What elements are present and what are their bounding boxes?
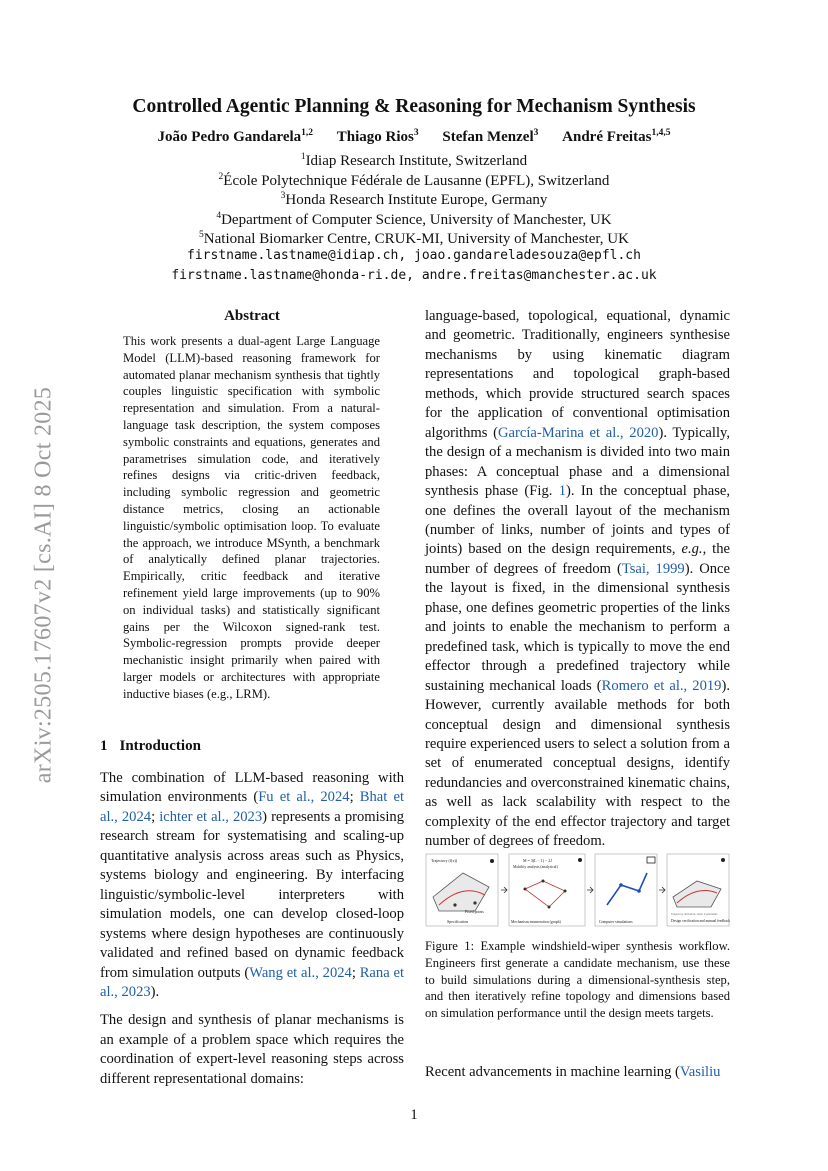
- svg-text:M = 3(L − 1) − 2J: M = 3(L − 1) − 2J: [523, 858, 552, 863]
- text-run: ). Typically, the design of a mechanism is divided into two main phases: A conceptual phase and a dimensional synthesis phase (Fig.: [425, 424, 731, 500]
- text-run: Recent advancements in machine learning (: [425, 1064, 680, 1080]
- right-column-body: [425, 307, 730, 852]
- citation-link[interactable]: Romero et al., 2019: [601, 677, 722, 694]
- text-run: ;: [151, 808, 160, 825]
- computer-icon: [647, 857, 655, 863]
- section-heading: [100, 738, 201, 755]
- figure-panel-simulation: [587, 854, 657, 926]
- author: André Freitas$^{1,4,5}$: [562, 128, 671, 145]
- abstract-heading: Abstract: [224, 308, 280, 324]
- text-run: ). However, currently available methods for both conceptual design and dimensional synthesis require experienced users to select a solution from a set of enumerated conceptual designs, identify redundancies and overconstrained kinematic chains, as well as lack scalability with respect to the complexity of the end effector trajectory and target number of degrees of freedom.: [425, 677, 730, 850]
- svg-text:Mobility analysis (analytical): Mobility analysis (analytical): [513, 865, 558, 869]
- paragraph: [425, 1063, 730, 1082]
- emphasis-text: e.g.: [681, 541, 703, 558]
- text-run: language-based, topological, equational, dynamic and geometric. Traditionally, engineers synthesise mechanisms by using kinematic diagram representations and topological graph-based methods, which provide structured search spaces for the application of conventional optimisation algorithms (: [425, 308, 730, 441]
- affiliation: $^2$École Polytechnique Fédérale de Lausanne (EPFL), Switzerland: [218, 172, 610, 189]
- svg-text:Mechanism enumeration (graph): Mechanism enumeration (graph): [511, 920, 561, 924]
- citation-link[interactable]: 1: [558, 483, 567, 500]
- svg-text:Fixed points: Fixed points: [465, 910, 484, 914]
- paragraph: [100, 769, 404, 1002]
- author-list: [100, 128, 728, 146]
- svg-text:Specification: Specification: [447, 919, 469, 924]
- citation-link[interactable]: Tsai, 1999: [621, 560, 685, 577]
- affiliation: $^1$Idiap Research Institute, Switzerland: [300, 152, 528, 169]
- figure-caption: Figure 1: Example windshield-wiper synthesis workflow. Engineers first generate a candidate mechanism, use these to build simulations during a dimensional-synthesis step, and then iteratively refine topology and dimensions based on simulation performance until the design meets targets.: [425, 939, 730, 1021]
- figure-label: Trajectory (f(x)): [431, 858, 458, 863]
- left-column-body: [100, 769, 404, 1089]
- person-icon: [721, 858, 725, 862]
- windshield-icon: [673, 881, 721, 907]
- figure-1-workflow: [425, 853, 731, 929]
- author: Thiago Rios$^3$: [336, 128, 419, 145]
- text-run: ;: [351, 964, 360, 981]
- section-number: 1: [100, 738, 108, 754]
- author: Stefan Menzel$^3$: [442, 128, 539, 145]
- paper-title: Controlled Agentic Planning & Reasoning for Mechanism Synthesis: [132, 96, 696, 117]
- author: João Pedro Gandarela$^{1,2}$: [157, 128, 314, 145]
- figure-panel-specification: [426, 854, 498, 926]
- svg-text:Trajectory deviation, static C: Trajectory deviation, static Constraints: [671, 912, 718, 916]
- graph-edges: [525, 881, 565, 907]
- person-icon: [490, 859, 494, 863]
- abstract-text: This work presents a dual-agent Large Language Model (LLM)-based reasoning framework for automated planar mechanism synthesis that tightly couples linguistic specification with symbolic representation and simulation. From a natural-language task description, the system composes symbolic constraints and equations, generates and parametrises simulation code, and iteratively refines designs via critic-driven feedback, including symbolic regression and geometric distance metrics, closing an actionable linguistic/symbolic optimisation loop. To evaluate the approach, we introduce MSynth, a benchmark of analytically defined planar trajectories. Empirically, critic feedback and iterative refinement yield large improvements (up to 90% on individual tasks) and statistically significant gains per the Wilcoxon signed-rank test. Symbolic-regression prompts provide deeper mechanistic insight primarily when paired with larger models or architectures with appropriate inductive biases (e.g., LRM).: [123, 334, 380, 701]
- affiliation: $^4$Department of Computer Science, University of Manchester, UK: [216, 211, 612, 228]
- citation-link[interactable]: ichter et al., 2023: [159, 808, 263, 825]
- text-run: ) represents a promising research stream for systematising and scaling-up quantitative analysis across areas such as Physics, systems biology and engineering. By interfacing linguistic/symbolic-level interpreters with simulation models, one can develop closed-loop systems where design hypotheses are continuously validated and refined based on dynamic feedback from simulation outputs (: [100, 808, 405, 981]
- citation-link[interactable]: Rana et al., 2023: [100, 964, 405, 1000]
- text-run: The design and synthesis of planar mechanisms is an example of a problem space which requires the coordination of expert-level reasoning steps across different representational domains:: [100, 1012, 404, 1087]
- figure-panel-mechanism: [501, 854, 585, 926]
- paragraph: [425, 307, 730, 852]
- citation-link[interactable]: Bhat et al., 2024: [100, 789, 404, 825]
- arxiv-identifier: [24, 350, 64, 820]
- section-title: Introduction: [119, 738, 201, 754]
- svg-text:Computer simulations: Computer simulations: [599, 920, 633, 924]
- affiliation: $^3$Honda Research Institute Europe, Germany: [280, 191, 548, 208]
- citation-link[interactable]: Fu et al., 2024: [258, 789, 350, 806]
- arxiv-identifier-text: arXiv:2505.17607v2 [cs.AI] 8 Oct 2025: [30, 386, 57, 784]
- person-icon: [578, 858, 582, 862]
- paragraph: [100, 1011, 404, 1089]
- text-run: The combination of LLM-based reasoning with simulation environments (: [100, 770, 404, 806]
- figure-panel-verification: [659, 854, 730, 926]
- email-line[interactable]: firstname.lastname@idiap.ch, joao.gandareladesouza@epfl.ch: [187, 248, 641, 263]
- text-run: , the number of degrees of freedom (: [425, 541, 730, 577]
- linkage-icon: [607, 873, 647, 905]
- text-run: ;: [349, 789, 360, 806]
- affiliation: $^5$National Biomarker Centre, CRUK-MI, University of Manchester, UK: [199, 230, 629, 247]
- page-number: 1: [410, 1107, 418, 1123]
- citation-link[interactable]: Wang et al., 2024: [249, 964, 352, 981]
- text-run: ).: [150, 983, 160, 1000]
- text-run: ). Once the layout is fixed, in the dimensional synthesis phase, one defines geometric properties of the links and joints to enable the mechanism to perform a predefined task, which is typically to move the end effector through a predefined trajectory while sustaining mechanical loads (: [425, 560, 731, 694]
- text-run: ). In the conceptual phase, one defines the overall layout of the mechanism (number of links, number of joints and types of joints) based on the design requirements,: [425, 483, 730, 558]
- email-line[interactable]: firstname.lastname@honda-ri.de, andre.freitas@manchester.ac.uk: [171, 268, 657, 283]
- svg-text:Design verification and manual: Design verification and manual feedback: [671, 919, 731, 923]
- citation-link[interactable]: García-Marina et al., 2020: [497, 424, 659, 441]
- right-column-continuation: [425, 1063, 730, 1082]
- citation-link[interactable]: Vasiliu: [679, 1064, 721, 1080]
